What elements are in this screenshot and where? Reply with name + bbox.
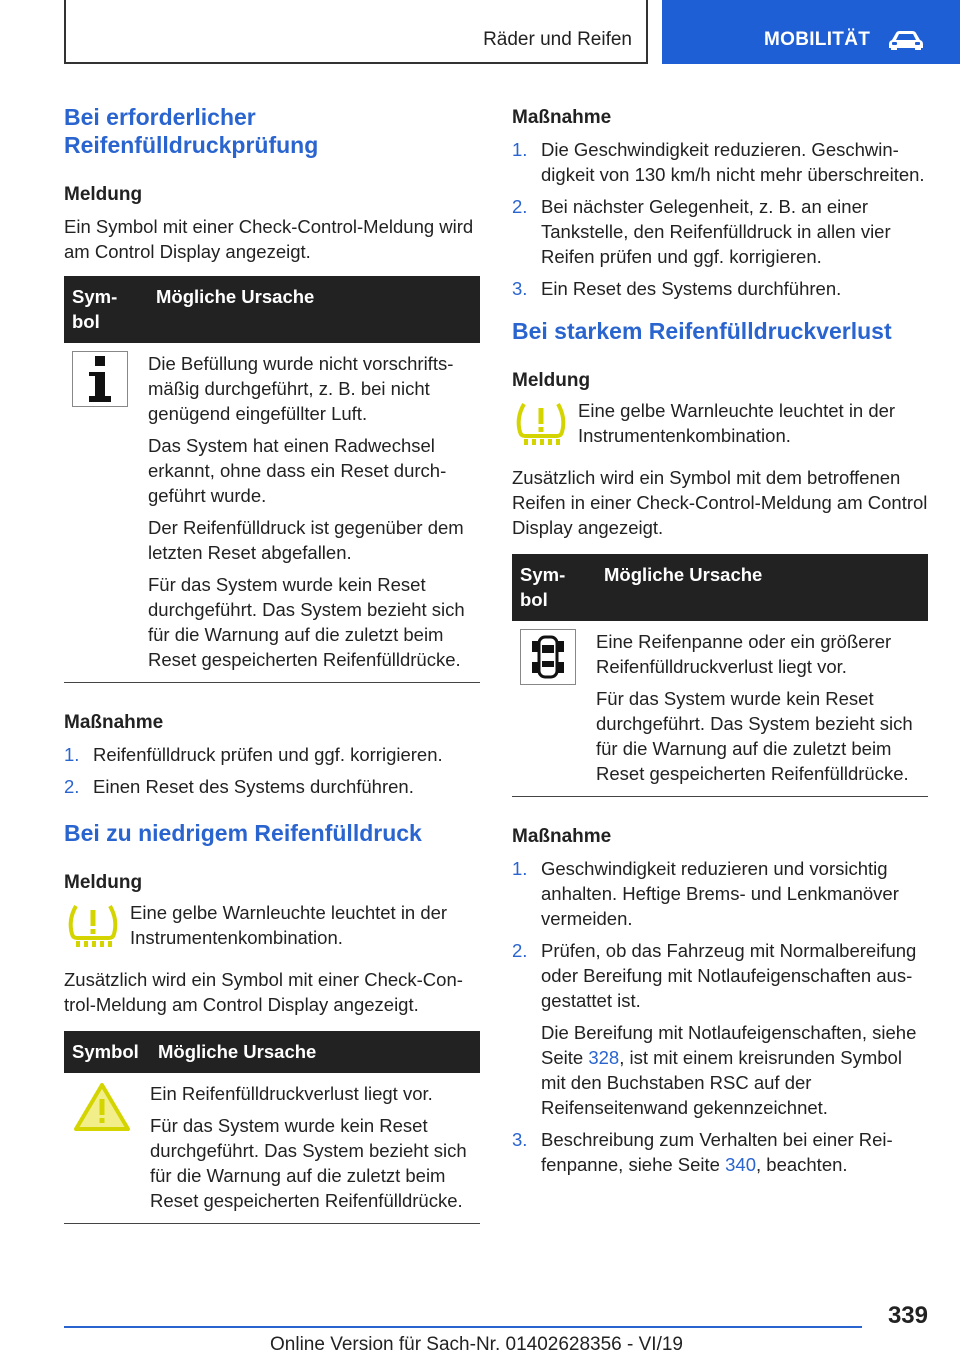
section-title-line2: Reifenfülldruckprüfung bbox=[64, 132, 319, 158]
massnahme-list bbox=[512, 137, 928, 301]
meldung-heading: Meldung bbox=[512, 370, 591, 391]
meldung-text: Ein Symbol mit einer Check-Control-Meldung wird am Control Display angezeigt. bbox=[64, 216, 474, 262]
car-tires-icon bbox=[520, 629, 576, 685]
table-header-cause: Mögliche Ursache bbox=[596, 554, 928, 621]
table-symbol-cell bbox=[512, 621, 596, 797]
tire-pressure-warning-icon bbox=[512, 400, 570, 446]
cause-table-2 bbox=[64, 1031, 480, 1224]
right-column bbox=[512, 100, 928, 1184]
list-item: 2. Einen Reset des Systems durchführen. bbox=[64, 776, 414, 797]
extra-text: Zusätzlich wird ein Symbol mit dem betroffenen Reifen in einer Check-Control-Meldung am Control Display angezeigt. bbox=[512, 467, 928, 538]
header-category-tab bbox=[662, 0, 960, 64]
list-item: 3. Ein Reset des Systems durchführen. bbox=[512, 278, 842, 299]
table-cause-cell bbox=[148, 343, 480, 683]
tire-pressure-warning-icon bbox=[64, 902, 122, 948]
cause-text: Ein Reifenfülldruckverlust liegt vor. bbox=[150, 1083, 433, 1104]
cause-text: Für das System wurde kein Reset durchgeführt. Das System bezieht sich für die Warnung auf die zuletzt beim Reset gespeicherten Reifenfülldrücke. bbox=[596, 688, 913, 784]
page-number: 339 bbox=[887, 1302, 928, 1329]
list-item: 2. Bei nächster Gelegenheit, z. B. an einer Tankstelle, den Reifenfülldruck in allen vier Reifen prüfen und ggf. korrigieren. bbox=[512, 196, 891, 267]
list-item: 1. Die Geschwindigkeit reduzieren. Geschwindigkeit von 130 km/h nicht mehr überschreiten. bbox=[512, 139, 925, 185]
car-icon bbox=[888, 30, 924, 50]
cause-text: Für das System wurde kein Reset durchgeführt. Das System bezieht sich für die Warnung auf die zuletzt beim Reset gespeicherten Reifenfülldrücke. bbox=[148, 574, 465, 670]
massnahme-list bbox=[64, 742, 480, 799]
header-section-tab bbox=[64, 0, 648, 64]
table-symbol-cell bbox=[64, 343, 148, 683]
info-icon bbox=[72, 351, 128, 407]
list-item: 2. Prüfen, ob das Fahrzeug mit Normalbereifung oder Bereifung mit Notlaufeigenschaften ausgestattet ist. Die Bereifung mit Notlaufeigenschaften, siehe Seite 328, ist mit einem kreisrunden Symbol mit den Buchstaben RSC auf der Reifenseitenwand gekennzeichnet. bbox=[512, 938, 928, 1120]
table-header-cause: Mögliche Ursache bbox=[150, 1031, 480, 1073]
massnahme-heading: Maßnahme bbox=[64, 712, 164, 733]
page-link-340[interactable]: 340 bbox=[725, 1154, 756, 1175]
warning-row bbox=[512, 398, 928, 451]
cause-text: Der Reifenfülldruck ist gegenüber dem letzten Reset abgefallen. bbox=[148, 517, 464, 563]
cause-table-1 bbox=[64, 276, 480, 683]
warning-text: Eine gelbe Warnleuchte leuchtet in der Instrumentenkombination. bbox=[578, 400, 896, 446]
footer-divider bbox=[64, 1326, 862, 1328]
cause-text: Das System hat einen Radwechsel erkannt, ohne dass ein Reset durchgeführt wurde. bbox=[148, 435, 447, 506]
cause-table-3 bbox=[512, 554, 928, 797]
cause-text: Für das System wurde kein Reset durchgeführt. Das System bezieht sich für die Warnung auf die zuletzt beim Reset gespeicherten Reifenfülldrücke. bbox=[150, 1115, 467, 1211]
footer-text: Online Version für Sach-Nr. 01402628356 - VI/19 bbox=[270, 1334, 683, 1355]
cause-text: Die Befüllung wurde nicht vorschriftsmäßig durchgeführt, z. B. bei nicht genügend eingefüllter Luft. bbox=[148, 353, 454, 424]
warning-row bbox=[64, 900, 480, 953]
extra-text: Zusätzlich wird ein Symbol mit einer Check-Control-Meldung am Control Display angezeigt. bbox=[64, 969, 463, 1015]
section-title-zu-niedrig: Bei zu niedrigem Reifenfülldruck bbox=[64, 820, 422, 846]
meldung-heading: Meldung bbox=[64, 184, 143, 205]
cause-text: Eine Reifenpanne oder ein größerer Reifenfülldruckverlust liegt vor. bbox=[596, 631, 892, 677]
warning-text: Eine gelbe Warnleuchte leuchtet in der Instrumentenkombination. bbox=[130, 902, 448, 948]
massnahme-list bbox=[512, 856, 928, 1177]
section-title-starker-verlust: Bei starkem Reifenfülldruckverlust bbox=[512, 318, 892, 344]
table-cause-cell bbox=[596, 621, 928, 797]
massnahme-heading: Maßnahme bbox=[512, 826, 612, 847]
massnahme-heading: Maßnahme bbox=[512, 107, 612, 128]
left-column bbox=[64, 100, 480, 1224]
step-note: Die Bereifung mit Notlaufeigenschaften, siehe Seite 328, ist mit einem kreisrunden Symbol mit den Buchstaben RSC auf der Reifenseitenwand gekennzeichnet. bbox=[541, 1022, 917, 1118]
list-item: 3. Beschreibung zum Verhalten bei einer Reifenpanne, siehe Seite 340, beachten. bbox=[512, 1129, 893, 1175]
table-header-symbol: Symbol bbox=[64, 1031, 150, 1073]
list-item: 1. Geschwindigkeit reduzieren und vorsichtig anhalten. Heftige Brems- und Lenkmanöver vermeiden. bbox=[512, 858, 899, 929]
header-section-title: Räder und Reifen bbox=[483, 29, 632, 50]
section-title-line1: Bei erforderlicher bbox=[64, 104, 256, 130]
section-title-reifenfuelldruckpruefung bbox=[64, 103, 480, 159]
table-header-symbol: Sym- bol bbox=[512, 554, 596, 621]
table-header-cause: Mögliche Ursache bbox=[148, 276, 480, 343]
header-category-title: MOBILITÄT bbox=[764, 29, 871, 50]
warning-triangle-icon bbox=[72, 1081, 132, 1133]
meldung-heading: Meldung bbox=[64, 872, 143, 893]
table-symbol-cell bbox=[64, 1073, 150, 1224]
table-header-symbol: Sym- bol bbox=[64, 276, 148, 343]
page-link-328[interactable]: 328 bbox=[588, 1047, 620, 1068]
list-item: 1. Reifenfülldruck prüfen und ggf. korrigieren. bbox=[64, 744, 443, 765]
table-cause-cell bbox=[150, 1073, 480, 1224]
